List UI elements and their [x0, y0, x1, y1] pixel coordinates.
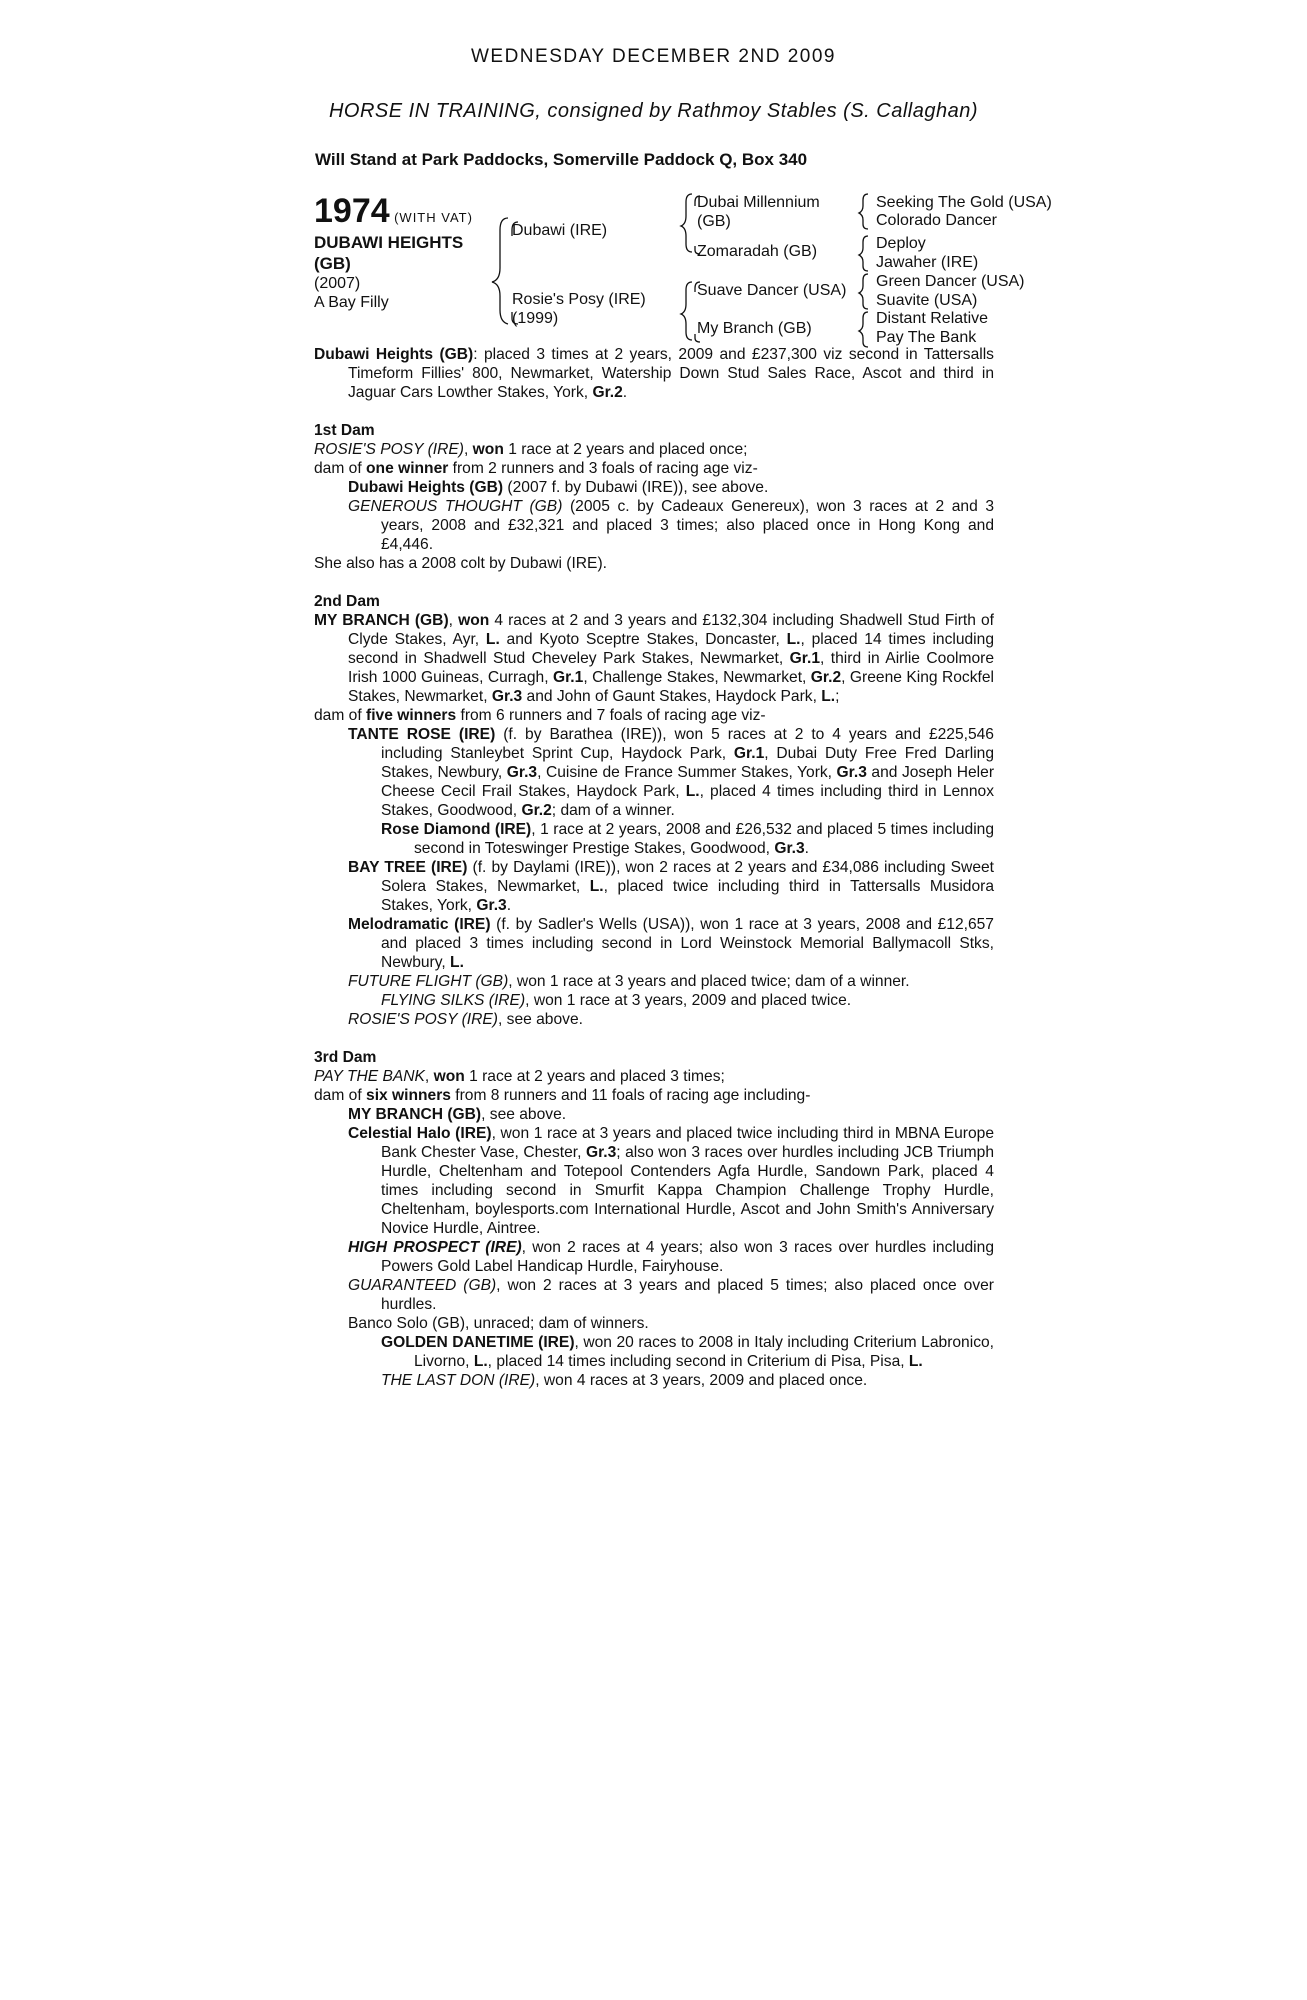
- pedigree-sire: Dubawi (IRE): [512, 222, 608, 239]
- pedigree-gen3-5: Green Dancer (USA): [876, 273, 1025, 290]
- produce-entry: GENEROUS THOUGHT (GB) (2005 c. by Cadeaux Genereux), won 3 races at 2 and 3 years, 2008 and £32,321 and placed 3 times; also placed once in Hong Kong and £4,446.: [348, 498, 994, 553]
- third-dam-produce: dam of six winners from 8 runners and 11 foals of racing age including-: [314, 1087, 811, 1104]
- produce-entry: Rose Diamond (IRE), 1 race at 2 years, 2008 and £26,532 and placed 5 times including second in Toteswinger Prestige Stakes, Goodwood, Gr.3.: [381, 821, 995, 857]
- produce-entry: Dubawi Heights (GB) (2007 f. by Dubawi (IRE)), see above.: [348, 479, 769, 496]
- first-dam-record: ROSIE'S POSY (IRE), won 1 race at 2 years and placed once;: [314, 441, 748, 458]
- pedigree-gen3-3: Deploy: [876, 235, 926, 252]
- first-dam-also: She also has a 2008 colt by Dubawi (IRE).: [314, 555, 607, 572]
- pedigree-gen3-7: Distant Relative: [876, 310, 989, 327]
- second-dam-produce: dam of five winners from 6 runners and 7 foals of racing age viz-: [314, 707, 766, 724]
- second-dam-record: MY BRANCH (GB), won 4 races at 2 and 3 years and £132,304 including Shadwell Stud Firth of Clyde Stakes, Ayr, L. and Kyoto Sceptre Stakes, Doncaster, L., placed 14 times including second in Shadwell Stud Cheveley Park Stakes, Newmarket, Gr.1, third in Airlie Coolmore Irish 1000 Guineas, Curragh, Gr.1, Challenge Stakes, Newmarket, Gr.2, Greene King Rockfel Stakes, Newmarket, Gr.3 and John of Gaunt Stakes, Haydock Park, L.;: [314, 612, 995, 705]
- lot-number: 1974: [314, 192, 390, 230]
- stand-location: Will Stand at Park Paddocks, Somerville Paddock Q, Box 340: [315, 150, 808, 169]
- produce-entry: THE LAST DON (IRE), won 4 races at 3 years, 2009 and placed once.: [381, 1372, 868, 1389]
- horse-country: (GB): [314, 254, 351, 273]
- produce-entry: Celestial Halo (IRE), won 1 race at 3 years and placed twice including third in MBNA Europe Bank Chester Vase, Chester, Gr.3; also won 3 races over hurdles including JCB Triumph Hurdle, Cheltenham and Totepool Contenders Agfa Hurdle, Sandown Park, placed 4 times including second in Smurfit Kappa Champion Challenge Trophy Hurdle, Cheltenham, boylesports.com International Hurdle, Ascot and John Smith's Anniversary Novice Hurdle, Aintree.: [348, 1125, 995, 1237]
- produce-entry: TANTE ROSE (IRE) (f. by Barathea (IRE)), won 5 races at 2 to 4 years and £225,546 including Stanleybet Sprint Cup, Haydock Park, Gr.1, Dubai Duty Free Fred Darling Stakes, Newbury, Gr.3, Cuisine de France Summer Stakes, York, Gr.3 and Joseph Heler Cheese Cecil Frail Stakes, Haydock Park, L., placed 4 times including third in Lennox Stakes, Goodwood, Gr.2; dam of a winner.: [348, 726, 995, 819]
- produce-entry: BAY TREE (IRE) (f. by Daylami (IRE)), won 2 races at 2 years and £34,086 including Sweet Solera Stakes, Newmarket, L., placed twice including third in Tattersalls Musidora Stakes, York, Gr.3.: [348, 859, 994, 914]
- pedigree-braces: [0, 0, 1307, 360]
- produce-entry: GOLDEN DANETIME (IRE), won 20 races to 2008 in Italy including Criterium Labronico, Livorno, L., placed 14 times including second in Criterium di Pisa, Pisa, L.: [381, 1334, 994, 1370]
- pedigree-sire-sire: Dubai Millennium: [697, 194, 820, 211]
- produce-entry: FLYING SILKS (IRE), won 1 race at 3 years, 2009 and placed twice.: [381, 992, 852, 1009]
- produce-entry: ROSIE'S POSY (IRE), see above.: [348, 1011, 583, 1028]
- summary-horse-name: Dubawi Heights (GB): [314, 346, 474, 363]
- horse-name: DUBAWI HEIGHTS: [314, 233, 464, 252]
- pedigree-notes: [314, 345, 994, 1390]
- pedigree-gen3-8: Pay The Bank: [876, 329, 977, 346]
- summary-paragraph: Dubawi Heights (GB): placed 3 times at 2 years, 2009 and £237,300 viz second in Tattersalls Timeform Fillies' 800, Newmarket, Watership Down Stud Sales Race, Ascot and third in Jaguar Cars Lowther Stakes, York, Gr.2.: [314, 346, 994, 401]
- pedigree-dam: Rosie's Posy (IRE): [512, 291, 646, 308]
- pedigree-gen3-2: Colorado Dancer: [876, 212, 997, 229]
- pedigree-gen3-4: Jawaher (IRE): [876, 254, 979, 271]
- first-dam-heading: 1st Dam: [314, 422, 375, 439]
- produce-entry: Banco Solo (GB), unraced; dam of winners.: [348, 1315, 649, 1332]
- produce-entry: GUARANTEED (GB), won 2 races at 3 years and placed 5 times; also placed once over hurdles.: [348, 1277, 994, 1313]
- pedigree-sire-dam: Zomaradah (GB): [697, 243, 818, 260]
- pedigree-gen3-6: Suavite (USA): [876, 292, 978, 309]
- second-dam-heading: 2nd Dam: [314, 593, 380, 610]
- foaling-year: (2007): [314, 275, 361, 292]
- vat-note: (WITH VAT): [394, 210, 473, 225]
- consignment-line: HORSE IN TRAINING, consigned by Rathmoy Stables (S. Callaghan): [328, 100, 979, 122]
- pedigree-dam-year: (1999): [512, 310, 559, 327]
- pedigree-sire-sire-country: (GB): [697, 213, 731, 230]
- sale-date: WEDNESDAY DECEMBER 2ND 2009: [470, 46, 836, 67]
- third-dam-record: PAY THE BANK, won 1 race at 2 years and placed 3 times;: [314, 1068, 725, 1085]
- produce-entry: FUTURE FLIGHT (GB), won 1 race at 3 years and placed twice; dam of a winner.: [348, 973, 910, 990]
- first-dam-produce: dam of one winner from 2 runners and 3 foals of racing age viz-: [314, 460, 758, 477]
- pedigree-dam-dam: My Branch (GB): [697, 320, 812, 337]
- produce-entry: Melodramatic (IRE) (f. by Sadler's Wells (USA)), won 1 race at 3 years, 2008 and £12,657 and placed 3 times including second in Lord Weinstock Memorial Ballymacoll Stks, Newbury, L.: [348, 916, 994, 971]
- produce-entry: MY BRANCH (GB), see above.: [348, 1106, 567, 1123]
- third-dam-heading: 3rd Dam: [314, 1049, 377, 1066]
- pedigree-gen3-1: Seeking The Gold (USA): [876, 194, 1052, 211]
- pedigree-dam-sire: Suave Dancer (USA): [697, 282, 847, 299]
- produce-entry: HIGH PROSPECT (IRE), won 2 races at 4 years; also won 3 races over hurdles including Powers Gold Label Handicap Hurdle, Fairyhouse.: [348, 1239, 994, 1275]
- horse-description: A Bay Filly: [314, 294, 389, 311]
